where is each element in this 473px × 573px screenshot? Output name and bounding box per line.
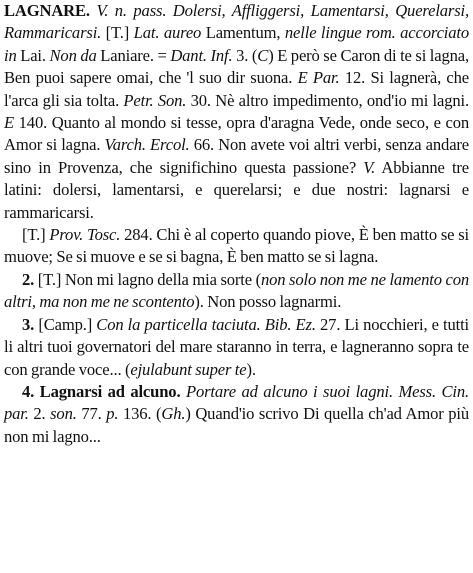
entry-text: ejulabunt super te xyxy=(130,359,247,379)
headword-text: 4. Lagnarsi ad alcuno. xyxy=(22,381,181,401)
entry-text: [Camp.] xyxy=(34,314,97,334)
entry-text: ). Non posso lagnarmi. xyxy=(194,292,342,312)
entry-text: V. n. pass. Dolersi, Affliggersi, Lamentarsi, Querelarsi, Rammaricarsi. xyxy=(4,1,469,43)
entry-text: Lamentum, xyxy=(201,23,285,43)
entry-text: 136. ( xyxy=(118,404,162,424)
entry-text: Con la particella taciuta. Bib. Ez. xyxy=(96,314,316,334)
entry-text: Varch. Ercol. xyxy=(104,135,190,155)
entry-text: 140. Quanto al mondo si tesse, opra d'aragna Vede, onde seco, e con Amor si lagna. xyxy=(4,113,469,155)
entry-text: Lai. xyxy=(16,45,50,65)
entry-text: 77. xyxy=(76,404,107,424)
entry-text: 2. xyxy=(28,404,51,424)
entry-text: E xyxy=(4,113,14,133)
entry-sense-4 xyxy=(4,381,469,448)
entry-sense-3 xyxy=(4,314,469,381)
entry-text: E Par. xyxy=(297,68,340,88)
entry-text: Prov. Tosc. xyxy=(49,225,121,245)
entry-text: 66. Non avete voi altri verbi, senza andare sino in Provenza, che significhino questa passione? xyxy=(4,135,469,177)
entry-text: Lat. aureo xyxy=(133,23,202,43)
entry-text: Portare ad alcuno i suoi lagni. Mess. Cin. par. xyxy=(4,381,469,424)
entry-text: 12. Si lagnerà, che l'arca gli sia tolta. xyxy=(4,68,469,110)
entry-text: Gh. xyxy=(161,404,186,424)
entry-text: p. xyxy=(106,404,119,424)
entry-text: 3. ( xyxy=(232,45,258,65)
entry-text: Laniare. = xyxy=(96,45,171,65)
entry-text: son. xyxy=(50,404,77,424)
entry-text: Petr. Son. xyxy=(123,90,187,110)
entry-text: C xyxy=(257,45,269,65)
entry-text: 284. Chi è al coperto quando piove, È ben matto se si muove; Se si muove e se si bagna, È ben matto se si lagna. xyxy=(4,225,469,267)
entry-text: 30. Nè altro impedimento, ond'io mi lagni. xyxy=(186,90,469,110)
entry-text: Dant. Inf. xyxy=(170,45,233,65)
entry-text: ) E però se Caron di te si lagna, Ben puoi sapere omai, che 'l suo dir suona. xyxy=(4,45,469,88)
entry-text: Abbianne tre latini: dolersi, lamentarsi, e querelarsi; e due nostri: lagnarsi e rammaricarsi. xyxy=(4,157,469,222)
entry-proverb xyxy=(4,224,469,269)
entry-text: [T.] xyxy=(22,225,50,245)
entry-text: [T.] xyxy=(101,23,134,43)
headword-text: 3. xyxy=(22,314,35,334)
entry-text: non solo non me ne lamento con altri, ma non me ne scontento xyxy=(4,269,470,312)
headword-text: LAGNARE. xyxy=(4,1,90,20)
headword-text: 2. xyxy=(22,269,35,289)
entry-text: nelle lingue rom. accorciato in xyxy=(4,23,469,65)
entry-text: ). xyxy=(246,359,256,379)
entry-text: ) Quand'io scrivo Di quella ch'ad Amor più non mi lagno... xyxy=(4,404,469,446)
entry-text: 27. Li nocchieri, e tutti li altri tuoi governatori del mare staranno in terra, e lagneranno sopra te con grande voce... ( xyxy=(4,314,469,379)
entry-text: Non da xyxy=(49,45,97,65)
entry-text: V. xyxy=(363,157,376,177)
entry-sense-2 xyxy=(4,269,469,314)
entry-definition xyxy=(4,0,469,224)
entry-text: [T.] Non mi lagno della mia sorte ( xyxy=(34,269,261,289)
